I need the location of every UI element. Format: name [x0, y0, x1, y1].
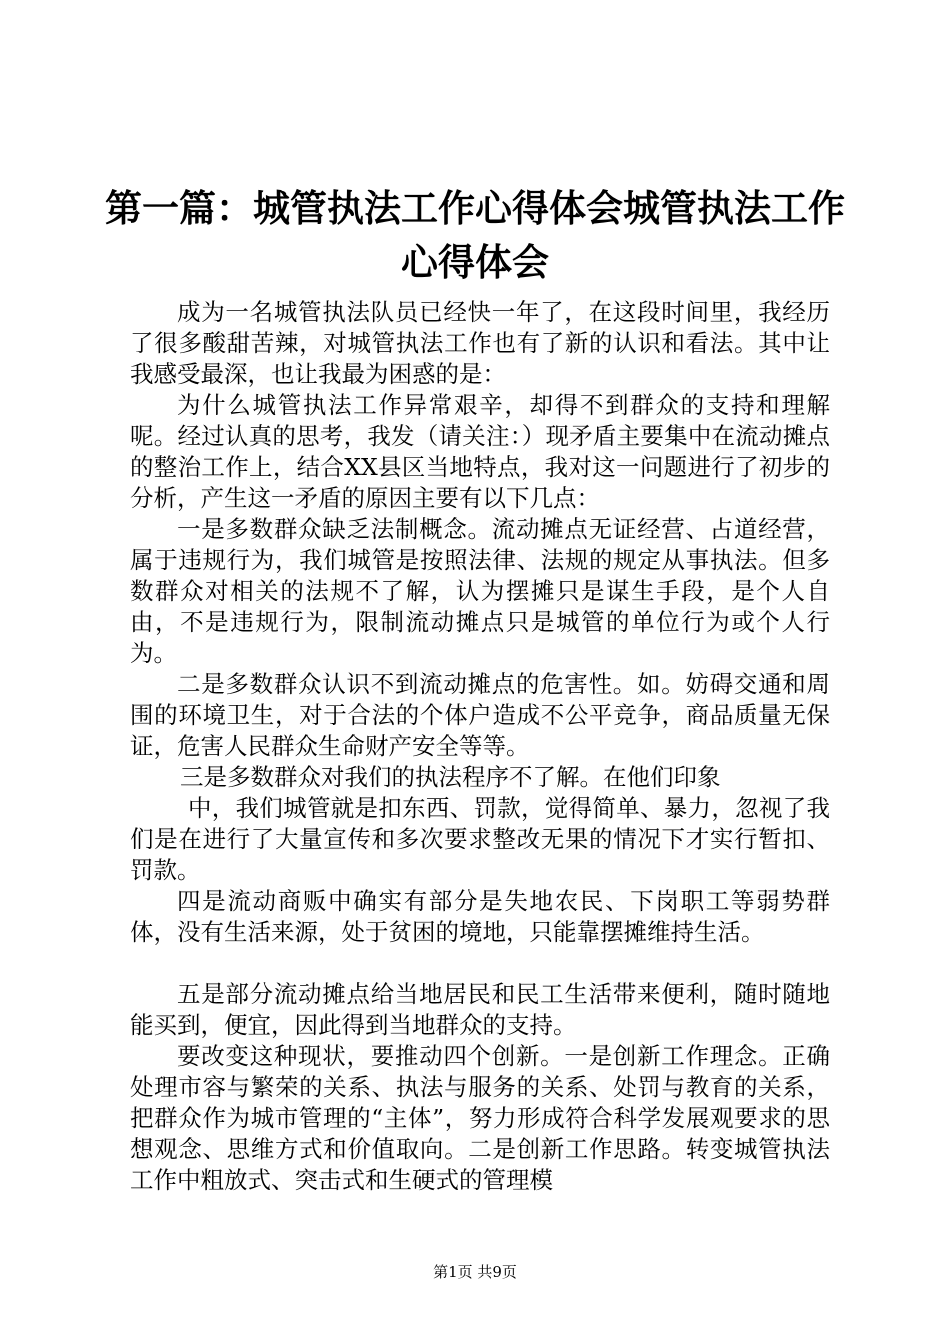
paragraph: 成为一名城管执法队员已经快一年了，在这段时间里，我经历了很多酸甜苦辣，对城管执法工作也有了新的认识和看法。其中让我感受最深，也让我最为困惑的是： [130, 298, 830, 388]
paragraph: 为什么城管执法工作异常艰辛，却得不到群众的支持和理解呢。经过认真的思考，我发（请关注：）现矛盾主要集中在流动摊点的整治工作上，结合XX县区当地特点，我对这一问题进行了初步的分析，产生这一矛盾的原因主要有以下几点： [130, 391, 830, 512]
document-body [130, 297, 830, 1196]
paragraph: 要改变这种现状，要推动四个创新。一是创新工作理念。正确处理市容与繁荣的关系、执法与服务的关系、处罚与教育的关系，把群众作为城市管理的“主体”，努力形成符合科学发展观要求的思想观念、思维方式和价值取向。二是创新工作思路。转变城管执法工作中粗放式、突击式和生硬式的管理模 [130, 1042, 830, 1194]
page-footer: 第1页 共9页 [433, 1263, 517, 1281]
paragraph: 四是流动商贩中确实有部分是失地农民、下岗职工等弱势群体，没有生活来源，处于贫困的境地，只能靠摆摊维持生活。 [130, 887, 830, 946]
paragraph: 二是多数群众认识不到流动摊点的危害性。如。妨碍交通和周围的环境卫生，对于合法的个体户造成不公平竞争，商品质量无保证，危害人民群众生命财产安全等等。 [130, 670, 830, 760]
paragraph: 三是多数群众对我们的执法程序不了解。在他们印象 [180, 763, 721, 791]
document-title-line-1: 第一篇：城管执法工作心得体会城管执法工作 [105, 187, 845, 230]
paragraph: 一是多数群众缺乏法制概念。流动摊点无证经营、占道经营，属于违规行为，我们城管是按照法律、法规的规定从事执法。但多数群众对相关的法规不了解，认为摆摊只是谋生手段，是个人自由，不是违规行为，限制流动摊点只是城管的单位行为或个人行为。 [130, 515, 830, 667]
paragraph: 中，我们城管就是扣东西、罚款，觉得简单、暴力，忽视了我们是在进行了大量宣传和多次要求整改无果的情况下才实行暂扣、罚款。 [130, 794, 830, 884]
paragraph: 五是部分流动摊点给当地居民和民工生活带来便利，随时随地能买到，便宜，因此得到当地群众的支持。 [130, 980, 830, 1039]
document-title-line-2: 心得体会 [401, 241, 549, 284]
